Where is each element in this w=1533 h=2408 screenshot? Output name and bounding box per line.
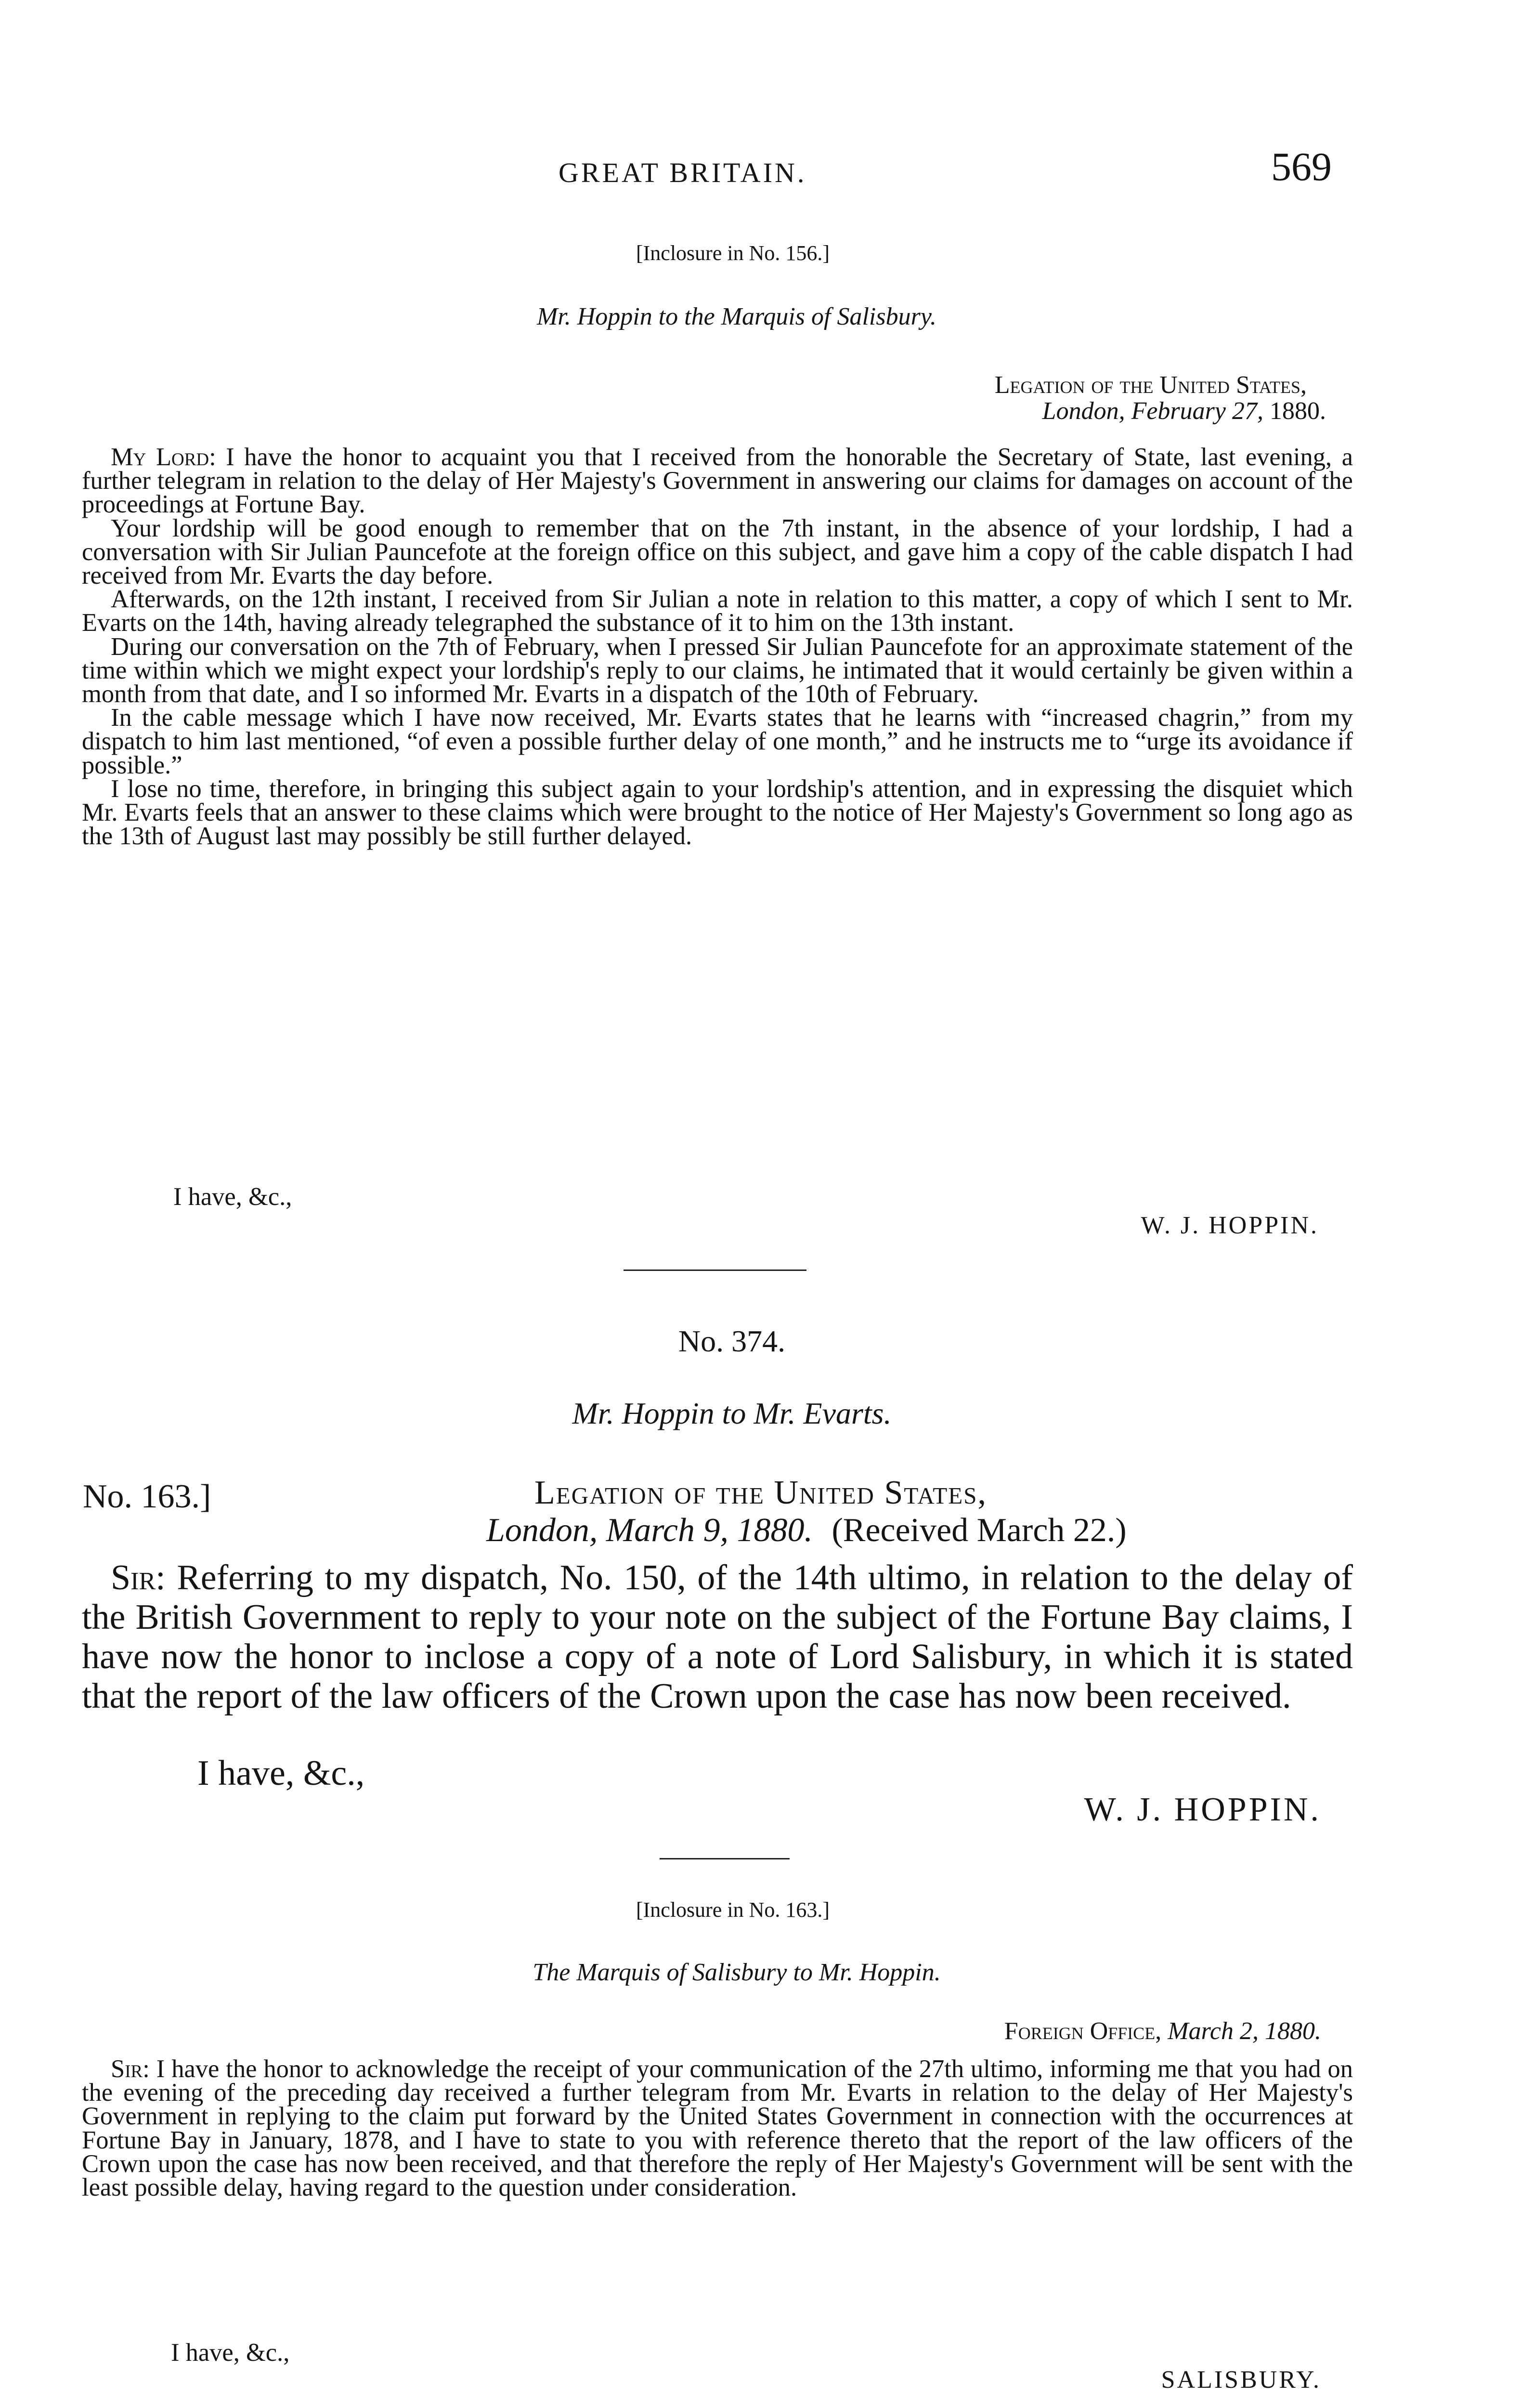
document-number: No. 374. bbox=[678, 1324, 786, 1358]
paragraph-text: : I have the honor to acquaint you that I received from the honorable the Secretary of State, last evening, a further telegram in relation to the delay of Her Majesty's Government in answering our claims for damages on account of the proceedings at Fortune Bay. bbox=[82, 443, 1353, 519]
letter-year: 1880. bbox=[1270, 397, 1326, 425]
paragraph: Your lordship will be good enough to remember that on the 7th instant, in the absence of your lordship, I had a conversation with Sir Julian Pauncefote at the foreign office on this subject, and gave him a copy of the cable dispatch I had received from Mr. Evarts the day before. bbox=[82, 514, 1353, 590]
inclosure-label: [Inclosure in No. 163.] bbox=[636, 1898, 830, 1922]
letter-location: Legation of the United States, bbox=[534, 1474, 987, 1511]
paragraph: In the cable message which I have now received, Mr. Evarts states that he learns with “increased chagrin,” from my dispatch to him last mentioned, “of even a possible further delay of one month,” and he instructs me to “urge its avoidance if possible.” bbox=[82, 704, 1353, 779]
closing: I have, &c., bbox=[197, 1754, 365, 1793]
letter-title: Mr. Hoppin to Mr. Evarts. bbox=[572, 1396, 892, 1430]
letter-location: Foreign Office, bbox=[1004, 2017, 1162, 2045]
paragraph: Afterwards, on the 12th instant, I received from Sir Julian a note in relation to this matter, a copy of which I sent to Mr. Evarts on the 14th, having already telegraphed the substance of it to him on the 13th instant. bbox=[82, 585, 1353, 637]
page-number: 569 bbox=[1271, 144, 1332, 189]
paragraph: I lose no time, therefore, in bringing this subject again to your lordship's attention, and in expressing the disquiet which Mr. Evarts feels that an answer to these claims which were brought to the notice of Her Majesty's Government so long ago as the 13th of August last may possibly be still further delayed. bbox=[82, 774, 1353, 851]
signature: SALISBURY. bbox=[1161, 2366, 1321, 2394]
letter-body bbox=[82, 443, 1353, 851]
running-head: GREAT BRITAIN. bbox=[559, 157, 807, 188]
letter-date bbox=[1042, 397, 1326, 425]
dispatch-number: No. 163.] bbox=[83, 1478, 211, 1515]
received-date: (Received March 22.) bbox=[831, 1512, 1127, 1549]
section-divider bbox=[660, 1858, 790, 1859]
section-divider bbox=[624, 1269, 806, 1271]
letter-title: Mr. Hoppin to the Marquis of Salisbury. bbox=[536, 303, 937, 330]
letter-location: Legation of the United States, bbox=[994, 371, 1307, 399]
salutation: Sir bbox=[111, 1558, 156, 1597]
letter-body bbox=[82, 1558, 1353, 1716]
salutation: My Lord bbox=[111, 443, 209, 471]
signature: W. J. HOPPIN. bbox=[1141, 1212, 1319, 1239]
letter-title: The Marquis of Salisbury to Mr. Hoppin. bbox=[533, 1959, 941, 1986]
letter-place-date: London, March 9, 1880. bbox=[486, 1512, 813, 1549]
paragraph-text: : I have the honor to acknowledge the receipt of your communication of the 27th ultimo, informing me that you had on the evening of the preceding day received a further telegram from Mr. Evarts in relation to the delay of Her Majesty's Government in replying to the claim put forward by the United States Government in connection with the occurrences at Fortune Bay in January, 1878, and I have to state to you with reference thereto that the report of the law officers of the Crown upon the case has now been received, and that therefore the reply of Her Majesty's Government will be sent with the least possible delay, having regard to the question under consideration. bbox=[82, 2055, 1353, 2202]
salutation: Sir bbox=[111, 2055, 143, 2083]
paragraph-text: : Referring to my dispatch, No. 150, of the 14th ultimo, in relation to the delay of the British Government to reply to your note on the subject of the Fortune Bay claims, I have now the honor to inclose a copy of a note of Lord Salisbury, in which it is stated that the report of the law officers of the Crown upon the case has now been received. bbox=[82, 1558, 1353, 1716]
closing: I have, &c., bbox=[171, 2339, 290, 2367]
letter-date bbox=[486, 1511, 1127, 1550]
paragraph: During our conversation on the 7th of February, when I pressed Sir Julian Pauncefote for an approximate statement of the time within which we might expect your lordship's reply to our claims, he intimated that it would certainly be given within a month from that date, and I so informed Mr. Evarts in a dispatch of the 10th of February. bbox=[82, 632, 1353, 708]
letter-place-date: London, February 27, bbox=[1042, 397, 1263, 425]
inclosure-label: [Inclosure in No. 156.] bbox=[636, 241, 830, 265]
signature: W. J. HOPPIN. bbox=[1084, 1791, 1321, 1828]
paragraph bbox=[82, 1558, 1353, 1716]
letter-date: March 2, 1880. bbox=[1168, 2017, 1321, 2045]
letter-body bbox=[82, 2055, 1353, 2202]
closing: I have, &c., bbox=[173, 1183, 292, 1211]
paragraph bbox=[82, 2055, 1353, 2202]
paragraph bbox=[82, 445, 1353, 517]
letter-heading bbox=[1004, 2017, 1321, 2045]
